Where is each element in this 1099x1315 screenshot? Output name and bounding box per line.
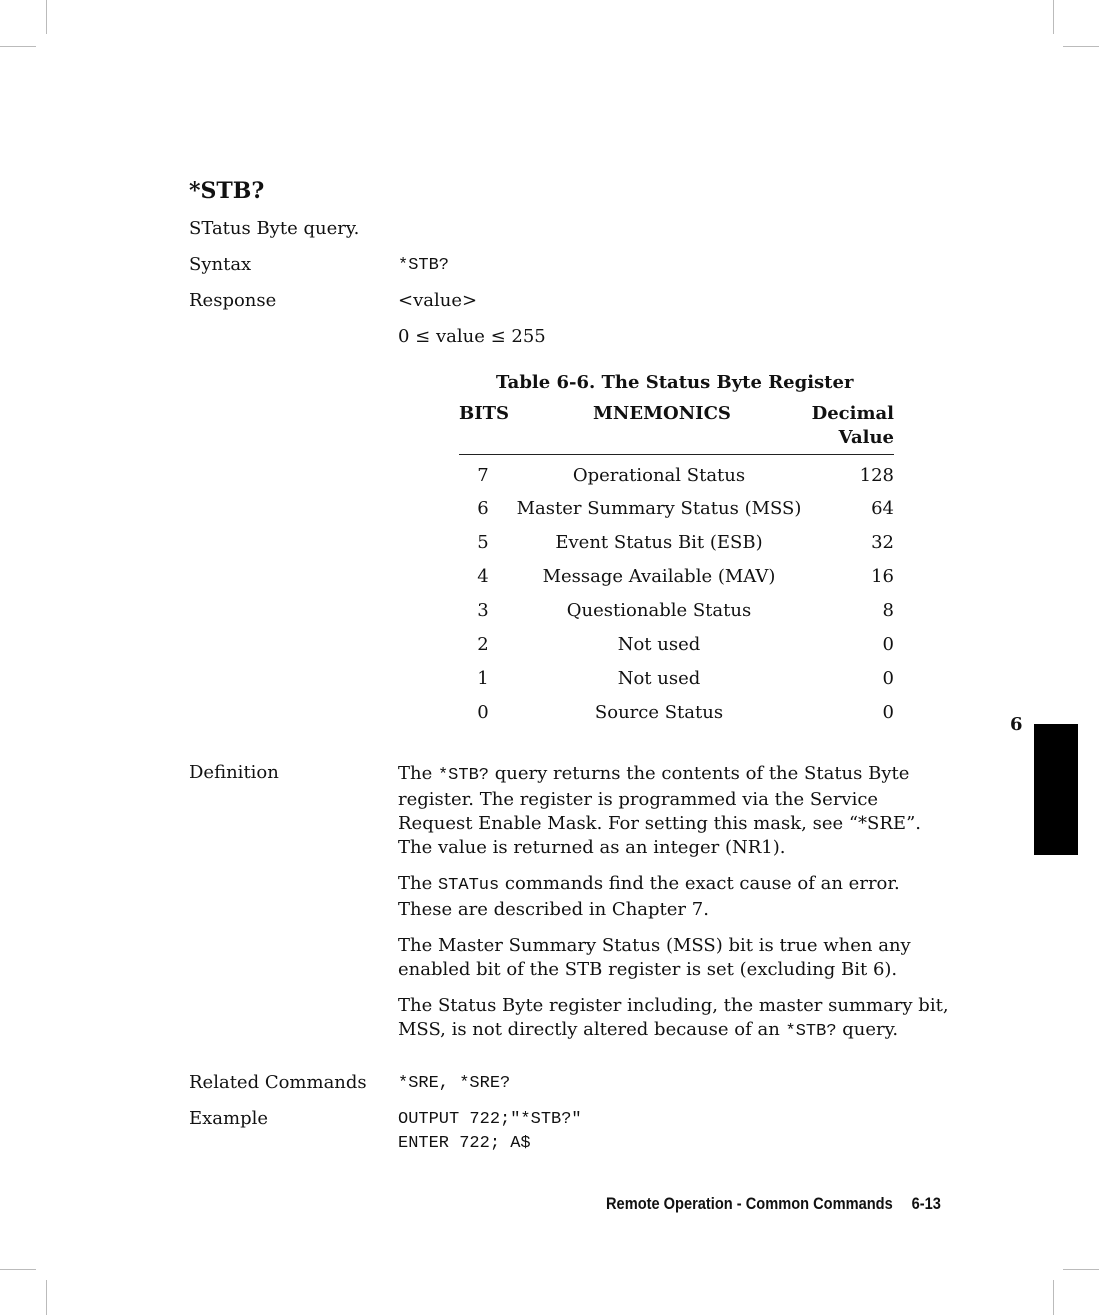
related-commands-label: Related Commands <box>189 1072 367 1093</box>
related-commands-value: *SRE, *SRE? <box>398 1074 511 1093</box>
table-header-rule <box>459 454 894 455</box>
definition-paragraph <box>398 872 958 922</box>
table-row <box>459 532 894 556</box>
text-span: The <box>398 763 438 784</box>
crop-mark <box>0 46 36 47</box>
decimal-cell: 16 <box>871 566 894 587</box>
footer-section-title: Remote Operation - Common Commands <box>606 1194 893 1213</box>
table-row <box>459 600 894 624</box>
text-span: query. <box>836 1019 899 1040</box>
bit-cell: 7 <box>477 465 489 486</box>
decimal-cell: 64 <box>871 498 894 519</box>
syntax-label: Syntax <box>189 254 252 275</box>
mnemonic-cell: Not used <box>617 668 701 689</box>
decimal-cell: 0 <box>882 702 894 723</box>
response-label: Response <box>189 290 277 311</box>
crop-mark <box>46 0 47 34</box>
bit-cell: 1 <box>477 668 489 689</box>
inline-code: STATus <box>437 876 500 895</box>
crop-mark <box>1053 0 1054 34</box>
definition-paragraph <box>398 994 958 1044</box>
table-header-decimal <box>800 402 894 450</box>
table-title: Table 6-6. The Status Byte Register <box>496 372 854 393</box>
table-row <box>459 702 894 726</box>
chapter-tab <box>1034 724 1078 855</box>
example-line-2: ENTER 722; A$ <box>398 1134 531 1153</box>
response-range: 0 ≤ value ≤ 255 <box>398 326 546 347</box>
example-line-1: OUTPUT 722;"*STB?" <box>398 1110 582 1129</box>
table-header-mnemonics: MNEMONICS <box>593 403 731 424</box>
command-heading: *STB? <box>189 178 265 204</box>
chapter-tab-number: 6 <box>1010 714 1023 735</box>
text-span: query returns the contents of the Status Byte register. The register is programmed via the Service Request Enable Mask. For setting this mask, see “*SRE”. The value is returned as an integer (NR1). <box>398 763 921 858</box>
mnemonic-cell: Event Status Bit (ESB) <box>555 532 763 553</box>
crop-mark <box>1063 1269 1099 1270</box>
mnemonic-cell: Message Available (MAV) <box>542 566 776 587</box>
decimal-cell: 0 <box>882 668 894 689</box>
mnemonic-cell: Questionable Status <box>566 600 752 621</box>
footer-page-number: 6-13 <box>911 1194 941 1213</box>
mnemonic-cell: Not used <box>617 634 701 655</box>
bit-cell: 0 <box>477 702 489 723</box>
bit-cell: 4 <box>477 566 489 587</box>
syntax-value: *STB? <box>398 256 450 275</box>
text-span: commands find the exact cause of an error. These are described in Chapter 7. <box>398 873 900 920</box>
inline-code: *STB? <box>785 1022 837 1041</box>
bit-cell: 5 <box>477 532 489 553</box>
table-header-decimal-line2: Value <box>838 427 894 448</box>
bit-cell: 6 <box>477 498 489 519</box>
table-row <box>459 566 894 590</box>
table-row <box>459 498 894 522</box>
table-header-decimal-line1: Decimal <box>811 403 894 424</box>
command-summary: STatus Byte query. <box>189 218 360 239</box>
crop-mark <box>46 1280 47 1315</box>
crop-mark <box>1063 46 1099 47</box>
page-footer <box>606 1194 941 1214</box>
table-row <box>459 465 894 489</box>
definition-label: Definition <box>189 762 279 783</box>
definition-paragraph <box>398 762 958 860</box>
inline-code: *STB? <box>437 766 489 785</box>
crop-mark <box>1053 1280 1054 1315</box>
mnemonic-cell: Source Status <box>594 702 724 723</box>
definition-paragraph: The Master Summary Status (MSS) bit is true when any enabled bit of the STB register is set (excluding Bit 6). <box>398 935 911 980</box>
example-label: Example <box>189 1108 269 1129</box>
decimal-cell: 128 <box>859 465 894 486</box>
decimal-cell: 32 <box>871 532 894 553</box>
table-row <box>459 634 894 658</box>
table-row <box>459 668 894 692</box>
bit-cell: 2 <box>477 634 489 655</box>
mnemonic-cell: Operational Status <box>572 465 746 486</box>
table-header-bits: BITS <box>459 403 510 424</box>
text-span: The Status Byte register including, the master summary bit, MSS, is not directly altered because of an <box>398 995 949 1040</box>
mnemonic-cell: Master Summary Status (MSS) <box>516 498 802 519</box>
decimal-cell: 0 <box>882 634 894 655</box>
text-span: The <box>398 873 438 894</box>
crop-mark <box>0 1269 36 1270</box>
bit-cell: 3 <box>477 600 489 621</box>
response-value: <value> <box>398 290 478 311</box>
decimal-cell: 8 <box>882 600 894 621</box>
definition-body <box>398 762 958 1044</box>
